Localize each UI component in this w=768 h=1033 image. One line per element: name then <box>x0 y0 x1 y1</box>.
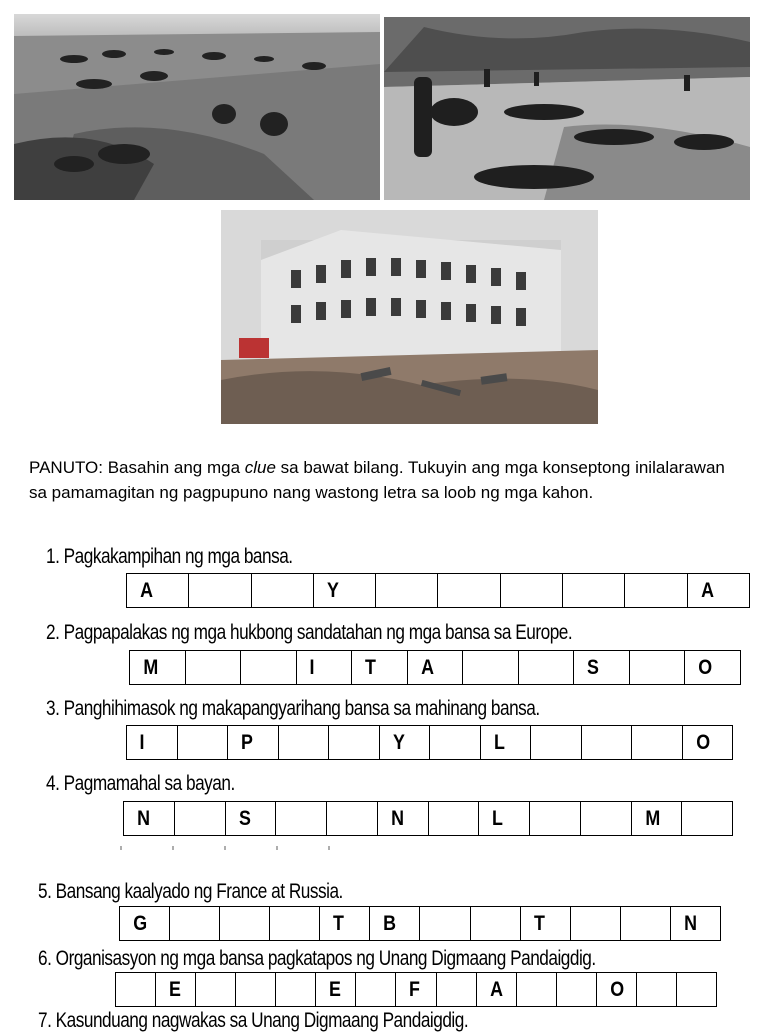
answer-box[interactable] <box>436 973 476 1006</box>
answer-box[interactable] <box>375 574 437 607</box>
trench-soldiers-photo <box>14 14 380 200</box>
answer-letter: A <box>140 578 154 602</box>
answer-box[interactable] <box>573 651 629 684</box>
answer-box[interactable] <box>124 802 174 835</box>
instructions-text: PANUTO: Basahin ang mga clue sa bawat bilang. Tukuyin ang mga konseptong inilalarawan sa pamamagitan ng pagpupuno nang wastong letra sa loob ng mga kahon. <box>29 458 725 502</box>
answer-box[interactable] <box>296 651 352 684</box>
answer-box[interactable] <box>155 973 195 1006</box>
answer-box[interactable] <box>676 973 716 1006</box>
answer-box[interactable] <box>516 973 556 1006</box>
answer-letter: T <box>333 911 345 935</box>
answer-letter: I <box>139 730 145 754</box>
answer-box[interactable] <box>570 907 620 940</box>
answer-box[interactable] <box>116 973 155 1006</box>
answer-box[interactable] <box>130 651 185 684</box>
answer-box[interactable] <box>219 907 269 940</box>
answer-box[interactable] <box>529 802 580 835</box>
answer-box[interactable] <box>428 802 479 835</box>
answer-box[interactable] <box>127 726 177 759</box>
answer-box[interactable] <box>127 574 188 607</box>
answer-letter: M <box>644 806 660 830</box>
answer-box[interactable] <box>407 651 463 684</box>
answer-box[interactable] <box>581 726 632 759</box>
answer-letter: L <box>493 730 505 754</box>
answer-letter: O <box>695 730 710 754</box>
answer-letter: T <box>365 655 377 679</box>
answer-grid-2 <box>129 650 741 685</box>
answer-box[interactable] <box>120 907 169 940</box>
answer-letter: N <box>683 911 697 935</box>
answer-letter: P <box>241 730 253 754</box>
answer-box[interactable] <box>470 907 520 940</box>
clue-2: 2. Pagpapalakas ng mga hukbong sandatahan ng mga bansa sa Europe. <box>46 621 573 644</box>
answer-box[interactable] <box>355 973 395 1006</box>
ruined-building-photo <box>221 210 598 424</box>
answer-box[interactable] <box>682 726 733 759</box>
answer-box[interactable] <box>269 907 319 940</box>
answer-box[interactable] <box>319 907 369 940</box>
answer-box[interactable] <box>315 973 355 1006</box>
clue-4: 4. Pagmamahal sa bayan. <box>46 772 235 795</box>
answer-box[interactable] <box>188 574 250 607</box>
clue-1: 1. Pagkakampihan ng mga bansa. <box>46 545 293 568</box>
answer-letter: L <box>492 806 504 830</box>
answer-box[interactable] <box>195 973 235 1006</box>
answer-box[interactable] <box>177 726 228 759</box>
answer-letter: M <box>143 655 159 679</box>
answer-letter: I <box>309 655 315 679</box>
answer-letter: A <box>420 655 434 679</box>
answer-box[interactable] <box>351 651 407 684</box>
answer-letter: T <box>533 911 545 935</box>
answer-box[interactable] <box>251 574 313 607</box>
answer-box[interactable] <box>429 726 480 759</box>
answer-box[interactable] <box>185 651 241 684</box>
answer-grid-3 <box>126 725 733 760</box>
answer-box[interactable] <box>275 973 315 1006</box>
answer-box[interactable] <box>174 802 225 835</box>
answer-box[interactable] <box>670 907 720 940</box>
answer-letter: B <box>383 911 397 935</box>
answer-box[interactable] <box>328 726 379 759</box>
answer-box[interactable] <box>629 651 685 684</box>
answer-box[interactable] <box>562 574 624 607</box>
battlefield-photo <box>384 17 750 200</box>
answer-grid-6 <box>115 972 717 1007</box>
answer-letter: N <box>137 806 151 830</box>
answer-box[interactable] <box>227 726 278 759</box>
answer-grid-4 <box>123 801 733 836</box>
faint-scan-marks <box>120 846 370 850</box>
answer-box[interactable] <box>681 802 732 835</box>
answer-box[interactable] <box>377 802 428 835</box>
answer-box[interactable] <box>636 973 676 1006</box>
answer-letter: E <box>169 977 182 1001</box>
clue-6: 6. Organisasyon ng mga bansa pagkatapos ng Unang Digmaang Pandaigdig. <box>38 947 596 970</box>
answer-grid-1 <box>126 573 750 608</box>
answer-box[interactable] <box>437 574 499 607</box>
answer-box[interactable] <box>518 651 574 684</box>
answer-box[interactable] <box>631 802 682 835</box>
answer-box[interactable] <box>169 907 219 940</box>
answer-box[interactable] <box>379 726 430 759</box>
answer-letter: Y <box>326 578 339 602</box>
answer-box[interactable] <box>596 973 636 1006</box>
answer-letter: A <box>489 977 503 1001</box>
answer-box[interactable] <box>687 574 749 607</box>
answer-letter: G <box>133 911 148 935</box>
answer-box[interactable] <box>556 973 596 1006</box>
clue-3: 3. Panghihimasok ng makapangyarihang bansa sa mahinang bansa. <box>46 697 540 720</box>
answer-box[interactable] <box>235 973 275 1006</box>
answer-grid-5 <box>119 906 721 941</box>
clue-5: 5. Bansang kaalyado ng France at Russia. <box>38 880 343 903</box>
answer-box[interactable] <box>369 907 419 940</box>
answer-letter: O <box>698 655 713 679</box>
answer-box[interactable] <box>684 651 740 684</box>
answer-letter: S <box>587 655 600 679</box>
answer-box[interactable] <box>520 907 570 940</box>
answer-box[interactable] <box>624 574 686 607</box>
answer-box[interactable] <box>530 726 581 759</box>
answer-box[interactable] <box>476 973 516 1006</box>
answer-letter: S <box>238 806 251 830</box>
answer-letter: Y <box>392 730 405 754</box>
answer-letter: N <box>390 806 404 830</box>
answer-box[interactable] <box>500 574 562 607</box>
answer-letter: A <box>700 578 714 602</box>
answer-box[interactable] <box>326 802 377 835</box>
answer-box[interactable] <box>313 574 375 607</box>
answer-letter: E <box>329 977 342 1001</box>
answer-box[interactable] <box>480 726 531 759</box>
answer-box[interactable] <box>620 907 670 940</box>
answer-box[interactable] <box>462 651 518 684</box>
answer-letter: F <box>409 977 421 1001</box>
answer-box[interactable] <box>478 802 529 835</box>
answer-box[interactable] <box>225 802 276 835</box>
answer-box[interactable] <box>631 726 682 759</box>
answer-box[interactable] <box>395 973 435 1006</box>
answer-box[interactable] <box>419 907 469 940</box>
answer-box[interactable] <box>275 802 326 835</box>
answer-box[interactable] <box>278 726 329 759</box>
answer-box[interactable] <box>240 651 296 684</box>
answer-box[interactable] <box>580 802 631 835</box>
answer-letter: O <box>609 977 624 1001</box>
clue-7: 7. Kasunduang nagwakas sa Unang Digmaang Pandaigdig. <box>38 1009 469 1032</box>
